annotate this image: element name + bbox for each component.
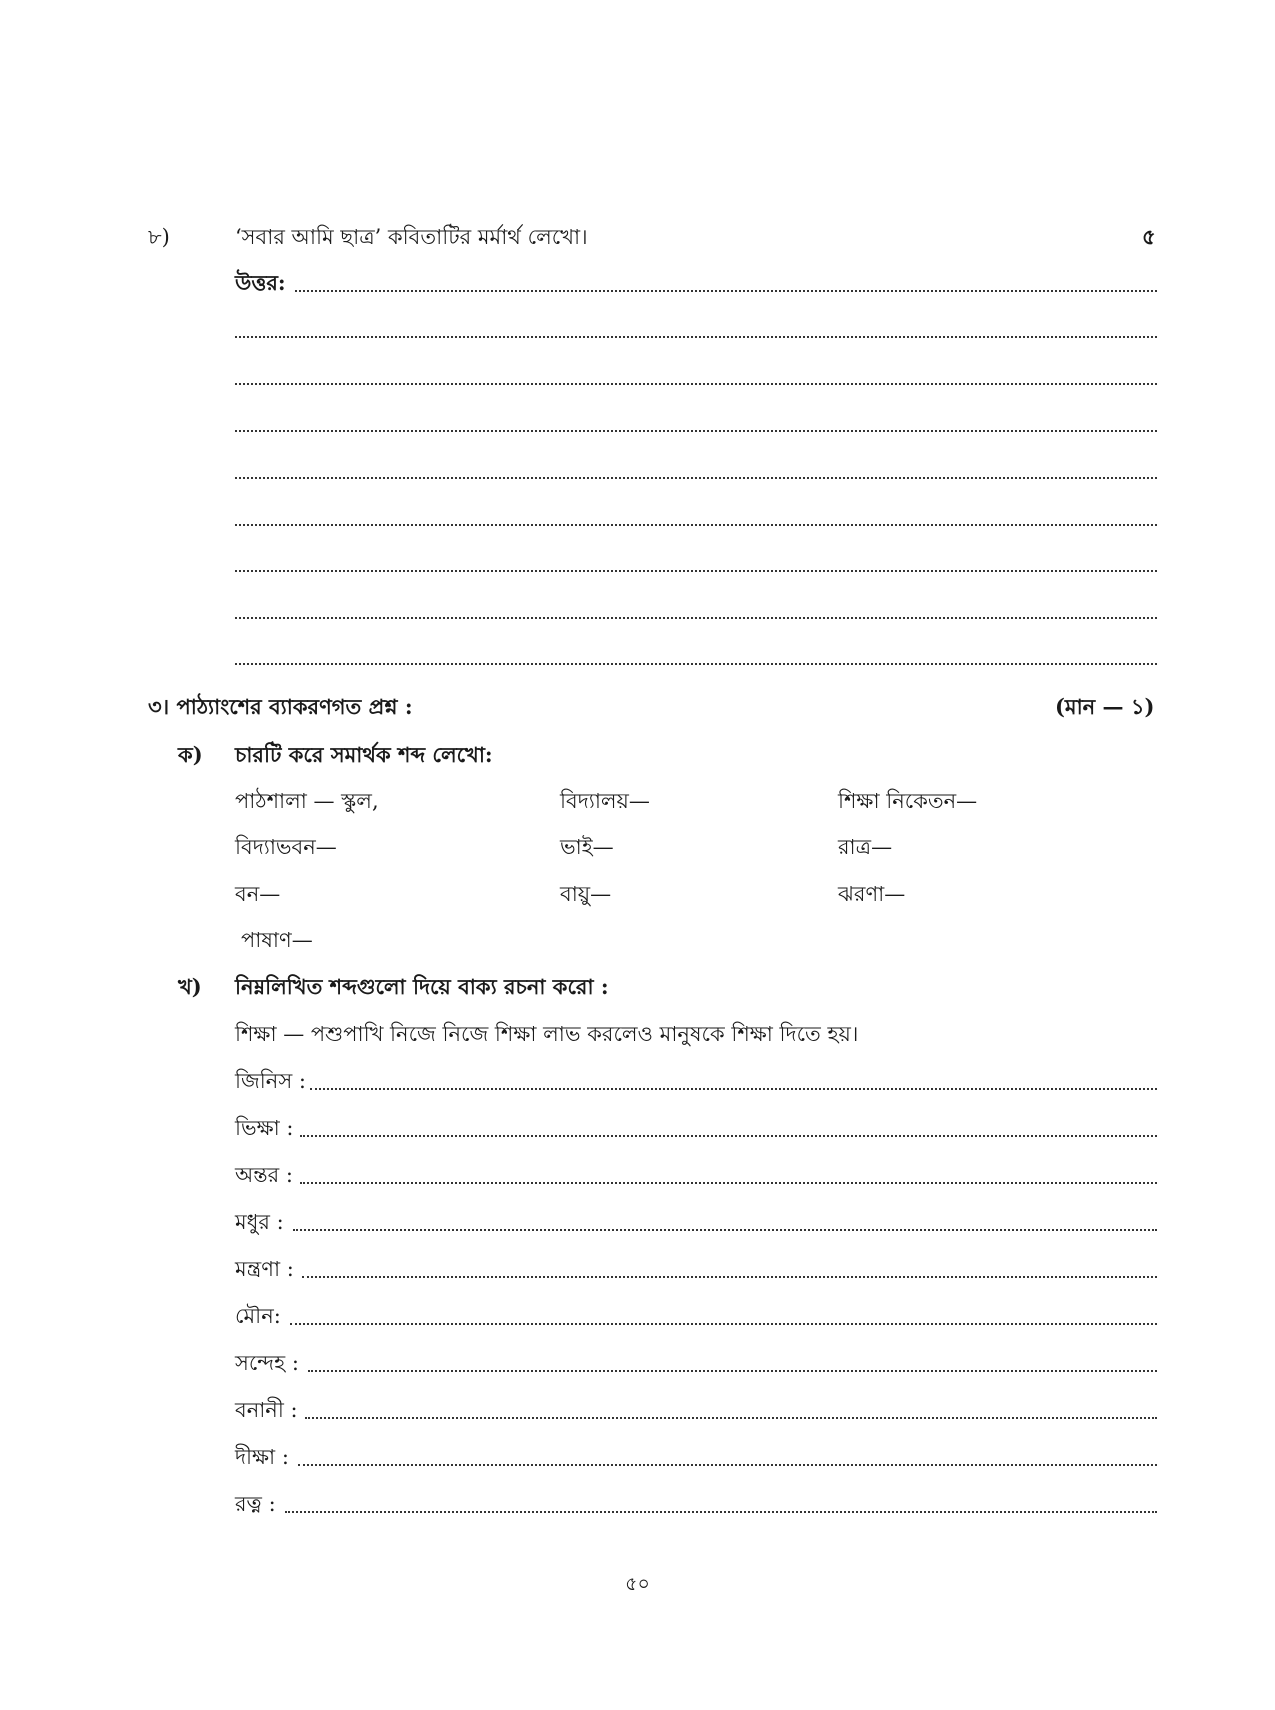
sentence-word: মন্ত্রণা :: [235, 1257, 294, 1281]
answer-line[interactable]: [235, 336, 1157, 338]
subquestion-label: ক): [178, 742, 203, 767]
synonym-word: পাঠশালা — স্কুল,: [235, 789, 379, 813]
subquestion-instruction: নিম্নলিখিত শব্দগুলো দিয়ে বাক্য রচনা করো :: [235, 974, 609, 999]
sentence-word: রত্ন :: [235, 1492, 276, 1516]
question-text: ‘সবার আমি ছাত্র’ কবিতাটির মর্মার্থ লেখো।: [235, 225, 588, 249]
answer-line[interactable]: [235, 430, 1157, 432]
answer-line[interactable]: [235, 477, 1157, 479]
sentence-word: বনানী :: [235, 1398, 298, 1422]
sentence-line[interactable]: [300, 1135, 1157, 1137]
sentence-line[interactable]: [285, 1511, 1157, 1513]
sentence-line[interactable]: [308, 1370, 1157, 1372]
example-sentence: শিক্ষা — পশুপাখি নিজে নিজে শিক্ষা লাভ করলেও মানুষকে শিক্ষা দিতে হয়।: [235, 1022, 859, 1046]
sentence-line[interactable]: [302, 1276, 1157, 1278]
sentence-line[interactable]: [305, 1417, 1157, 1419]
answer-line[interactable]: [235, 617, 1157, 619]
answer-line[interactable]: [235, 383, 1157, 385]
synonym-word: বিদ্যালয়—: [560, 789, 650, 813]
sentence-word: মধুর :: [235, 1210, 284, 1234]
synonym-word: শিক্ষা নিকেতন—: [838, 789, 978, 813]
sentence-line[interactable]: [298, 1464, 1157, 1466]
question-number: ৮): [148, 225, 170, 249]
synonym-word: ঝরণা—: [838, 882, 906, 906]
sentence-word: মৌন:: [235, 1304, 281, 1328]
sentence-line[interactable]: [310, 1088, 1157, 1090]
sentence-word: ভিক্ষা :: [235, 1116, 294, 1140]
section-title: ৩। পাঠ্যাংশের ব্যাকরণগত প্রশ্ন :: [148, 694, 413, 719]
answer-line[interactable]: [235, 524, 1157, 526]
sentence-line[interactable]: [300, 1182, 1157, 1184]
answer-line[interactable]: [235, 663, 1157, 665]
answer-line[interactable]: [295, 290, 1157, 292]
answer-label: উত্তর:: [235, 270, 286, 295]
sentence-word: সন্দেহ :: [235, 1351, 299, 1375]
sentence-word: দীক্ষা :: [235, 1445, 289, 1469]
section-marks: (মান — ১): [1055, 694, 1155, 719]
synonym-word: বন—: [235, 882, 281, 906]
subquestion-label: খ): [178, 974, 202, 999]
synonym-word: বায়ু—: [560, 882, 612, 906]
synonym-word: ভাই—: [560, 835, 614, 859]
sentence-word: জিনিস :: [235, 1069, 306, 1093]
synonym-word: রাত্র—: [838, 835, 893, 859]
synonym-word: বিদ্যাভবন—: [235, 835, 337, 859]
question-marks: ৫: [1142, 224, 1156, 249]
sentence-word: অন্তর :: [235, 1163, 293, 1187]
sentence-line[interactable]: [293, 1229, 1157, 1231]
sentence-line[interactable]: [290, 1323, 1157, 1325]
page-number: ৫০: [625, 1573, 650, 1595]
answer-line[interactable]: [235, 570, 1157, 572]
subquestion-instruction: চারটি করে সমার্থক শব্দ লেখো:: [235, 742, 493, 767]
synonym-word: পাষাণ—: [241, 928, 313, 952]
